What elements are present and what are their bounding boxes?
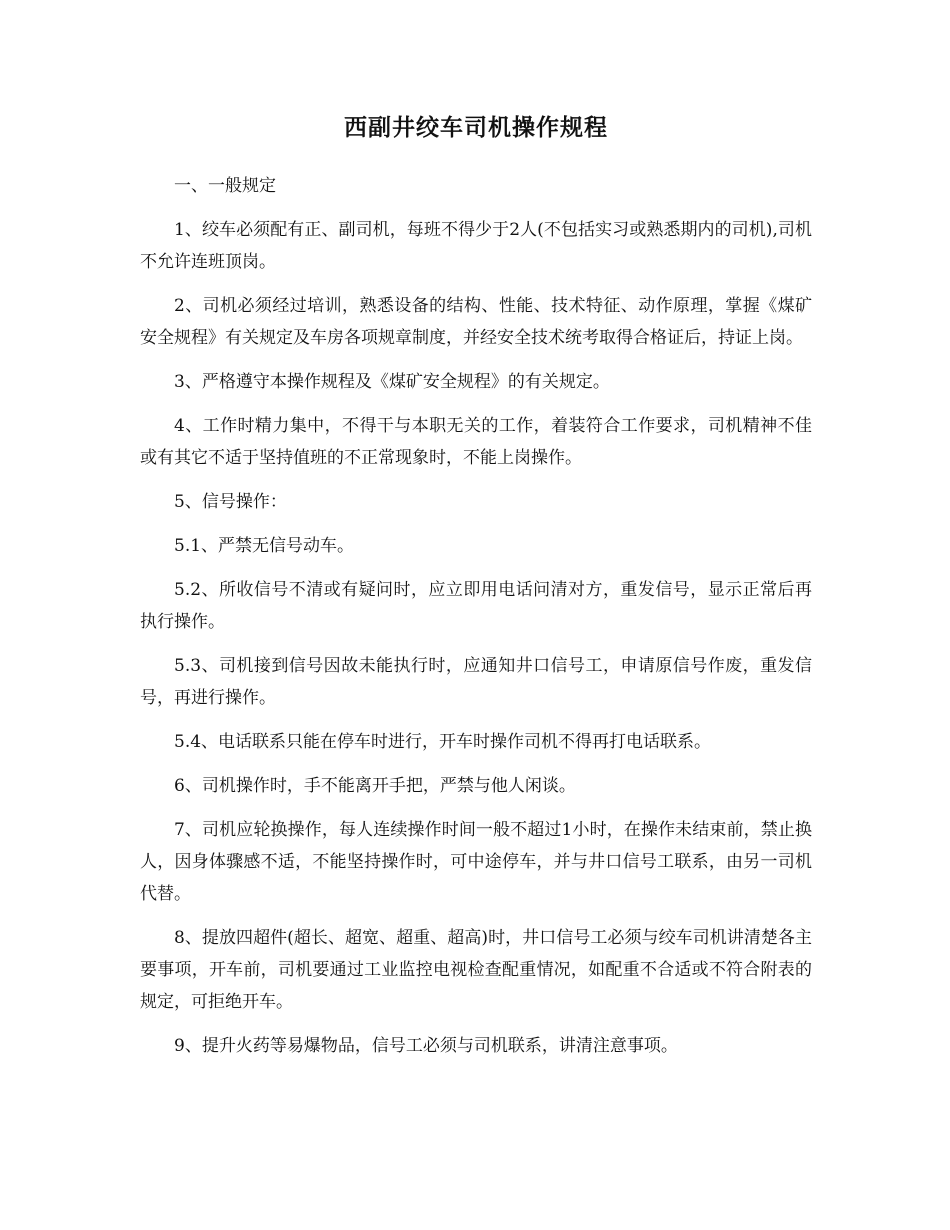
paragraph-3: 3、严格遵守本操作规程及《煤矿安全规程》的有关规定。 (174, 372, 610, 392)
paragraph-5-1: 5.1、严禁无信号动车。 (174, 536, 355, 556)
paragraph-5: 5、信号操作： (174, 492, 287, 512)
paragraph-8: 8、提放四超件(超长、超宽、超重、超高)时，井口信号工必须与绞车司机讲清楚各主要事项，开车前，司机要通过工业监控电视检查配重情况，如配重不合适或不符合附表的规定，可拒绝开车。 (140, 928, 812, 1012)
section-heading-general: 一、一般规定 (174, 176, 276, 196)
document-page (140, 108, 812, 1074)
paragraph-2: 2、司机必须经过培训，熟悉设备的结构、性能、技术特征、动作原理，掌握《煤矿安全规程》有关规定及车房各项规章制度，并经安全技术统考取得合格证后，持证上岗。 (140, 296, 812, 348)
paragraph-7: 7、司机应轮换操作，每人连续操作时间一般不超过1小时，在操作未结束前，禁止换人，因身体骤感不适，不能坚持操作时，可中途停车，并与井口信号工联系，由另一司机代替。 (140, 820, 812, 904)
paragraph-5-4: 5.4、电话联系只能在停车时进行，开车时操作司机不得再打电话联系。 (174, 732, 712, 752)
paragraph-5-2: 5.2、所收信号不清或有疑问时，应立即用电话问清对方，重发信号，显示正常后再执行操作。 (140, 580, 812, 632)
paragraph-4: 4、工作时精力集中，不得干与本职无关的工作，着装符合工作要求，司机精神不佳或有其它不适于坚持值班的不正常现象时，不能上岗操作。 (140, 416, 812, 468)
document-title: 西副井绞车司机操作规程 (344, 114, 608, 141)
paragraph-6: 6、司机操作时，手不能离开手把，严禁与他人闲谈。 (174, 776, 576, 796)
paragraph-1: 1、绞车必须配有正、副司机，每班不得少于2人(不包括实习或熟悉期内的司机),司机不允许连班顶岗。 (140, 220, 812, 272)
paragraph-5-3: 5.3、司机接到信号因故未能执行时，应通知井口信号工，申请原信号作废，重发信号，再进行操作。 (140, 656, 812, 708)
paragraph-9: 9、提升火药等易爆物品，信号工必须与司机联系，讲清注意事项。 (174, 1036, 678, 1056)
